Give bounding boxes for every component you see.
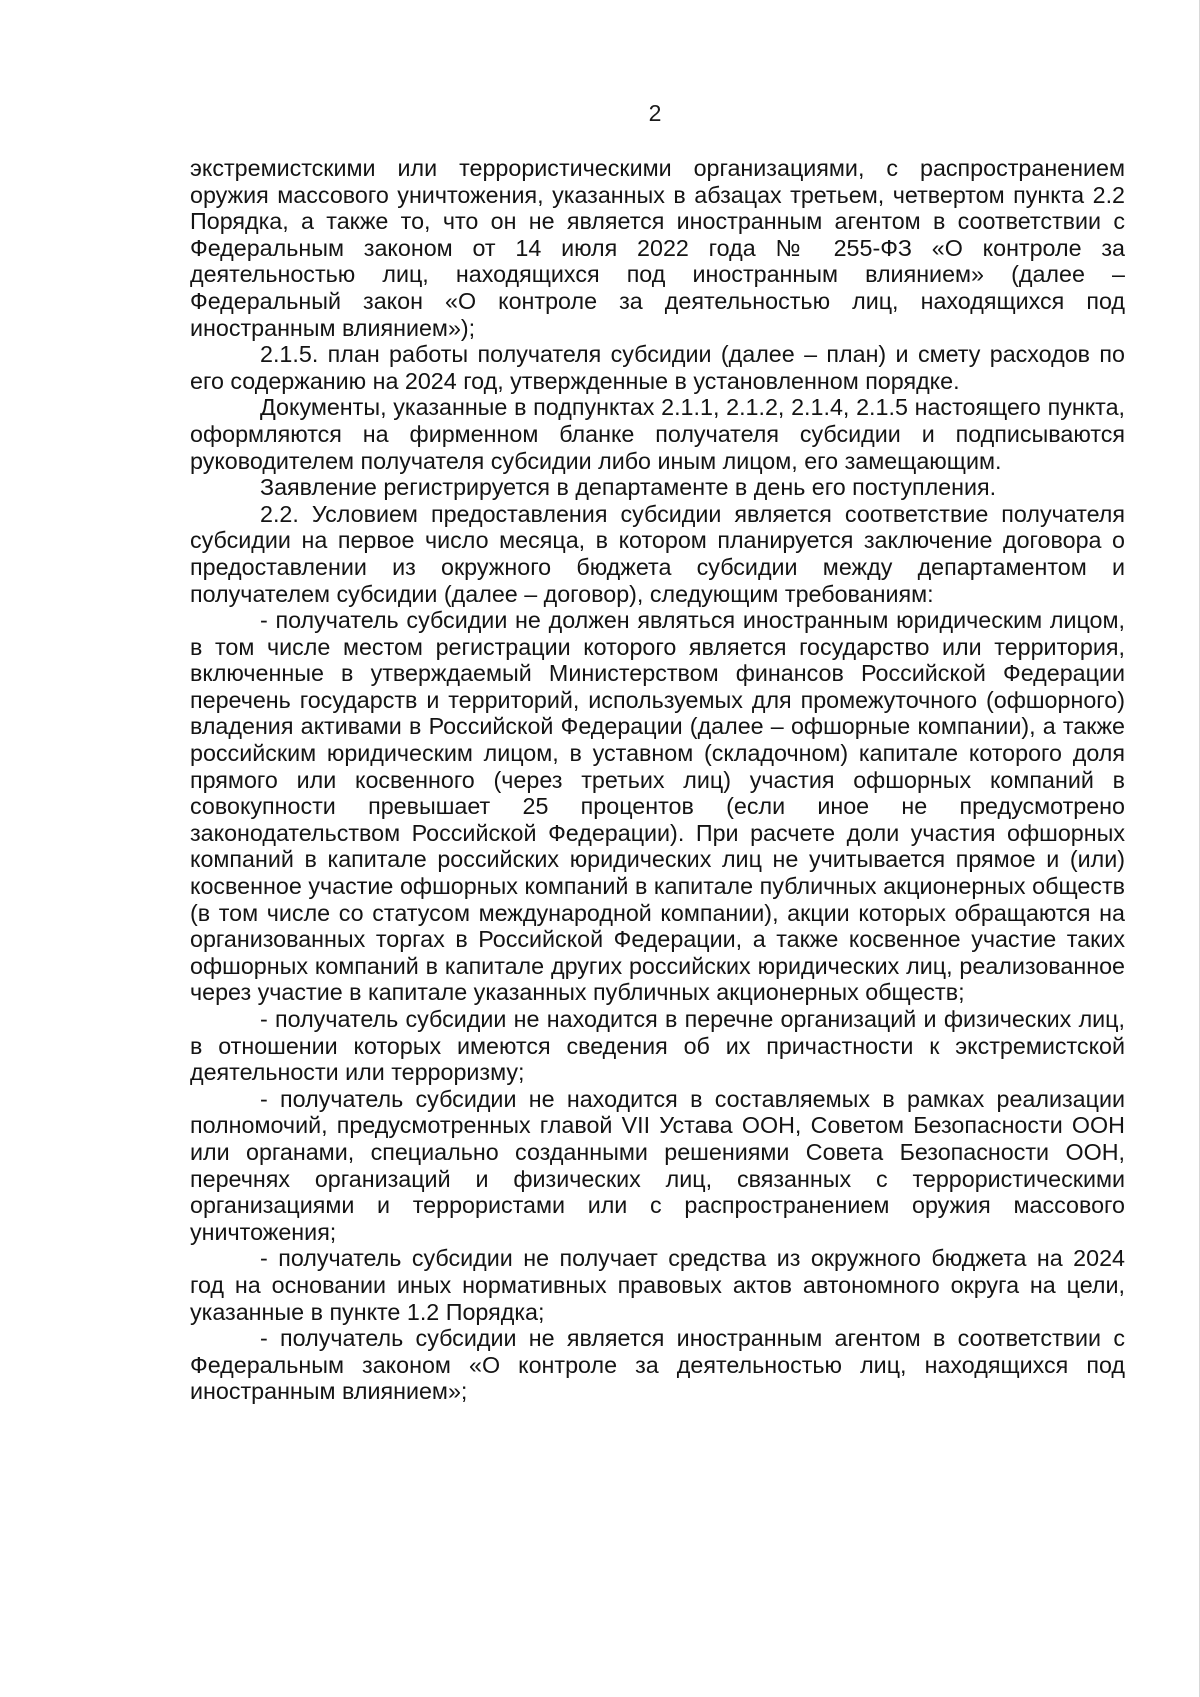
requirement-item-foreign-agent: - получатель субсидии не является иностранным агентом в соответствии с Федеральным законом «О контроле за деятельностью лиц, находящихся под иностранным влиянием»; [190, 1325, 1125, 1405]
requirement-item-other-funding: - получатель субсидии не получает средства из окружного бюджета на 2024 год на основании иных нормативных правовых актов автономного округа на цели, указанные в пункте 1.2 Порядка; [190, 1245, 1125, 1325]
page-number: 2 [648, 100, 662, 126]
paragraph-continuation: экстремистскими или террористическими организациями, с распространением оружия массового уничтожения, указанных в абзацах третьем, четвертом пункта 2.2 Порядка, а также то, что он не является иностранным агентом в соответствии с Федеральным законом от 14 июля 2022 года № 255-ФЗ «О контроле за деятельностью лиц, находящихся под иностранным влиянием» (далее – Федеральный закон «О контроле за деятельностью лиц, находящихся под иностранным влиянием»); [190, 155, 1125, 341]
requirement-item-un-lists: - получатель субсидии не находится в составляемых в рамках реализации полномочий, предусмотренных главой VII Устава ООН, Советом Безопасности ООН или органами, специально созданными решениями Совета Безопасности ООН, перечнях организаций и физических лиц, связанных с террористическими организациями и террористами или с распространением оружия массового уничтожения; [190, 1085, 1125, 1245]
requirement-item-offshore: - получатель субсидии не должен являться иностранным юридическим лицом, в том числе местом регистрации которого является государство или территория, включенные в утверждаемый Министерством финансов Российской Федерации перечень государств и территорий, используемых для промежуточного (офшорного) владения активами в Российской Федерации (далее – офшорные компании), а также российским юридическим лицом, в уставном (складочном) капитале которого доля прямого или косвенного (через третьих лиц) участия офшорных компаний в совокупности превышает 25 процентов (если иное не предусмотрено законодательством Российской Федерации). При расчете доли участия офшорных компаний в капитале российских юридических лиц не учитывается прямое и (или) косвенное участие офшорных компаний в капитале публичных акционерных обществ (в том числе со статусом международной компании), акции которых обращаются на организованных торгах в Российской Федерации, а также косвенное участие таких офшорных компаний в капитале других российских юридических лиц, реализованное через участие в капитале указанных публичных акционерных обществ; [190, 607, 1125, 1006]
paragraph-registration: Заявление регистрируется в департаменте в день его поступления. [260, 474, 997, 501]
document-body [190, 155, 1125, 1405]
paragraph-2-1-5: 2.1.5. план работы получателя субсидии (далее – план) и смету расходов по его содержанию на 2024 год, утвержденные в установленном порядке. [190, 341, 1125, 394]
paragraph-2-2: 2.2. Условием предоставления субсидии является соответствие получателя субсидии на первое число месяца, в котором планируется заключение договора о предоставлении из окружного бюджета субсидии между департаментом и получателем субсидии (далее – договор), следующим требованиям: [190, 500, 1125, 607]
requirement-item-extremism: - получатель субсидии не находится в перечне организаций и физических лиц, в отношении которых имеются сведения об их причастности к экстремистской деятельности или терроризму; [190, 1006, 1125, 1086]
paragraph-documents: Документы, указанные в подпунктах 2.1.1, 2.1.2, 2.1.4, 2.1.5 настоящего пункта, оформляются на фирменном бланке получателя субсидии и подписываются руководителем получателя субсидии либо иным лицом, его замещающим. [190, 394, 1125, 474]
